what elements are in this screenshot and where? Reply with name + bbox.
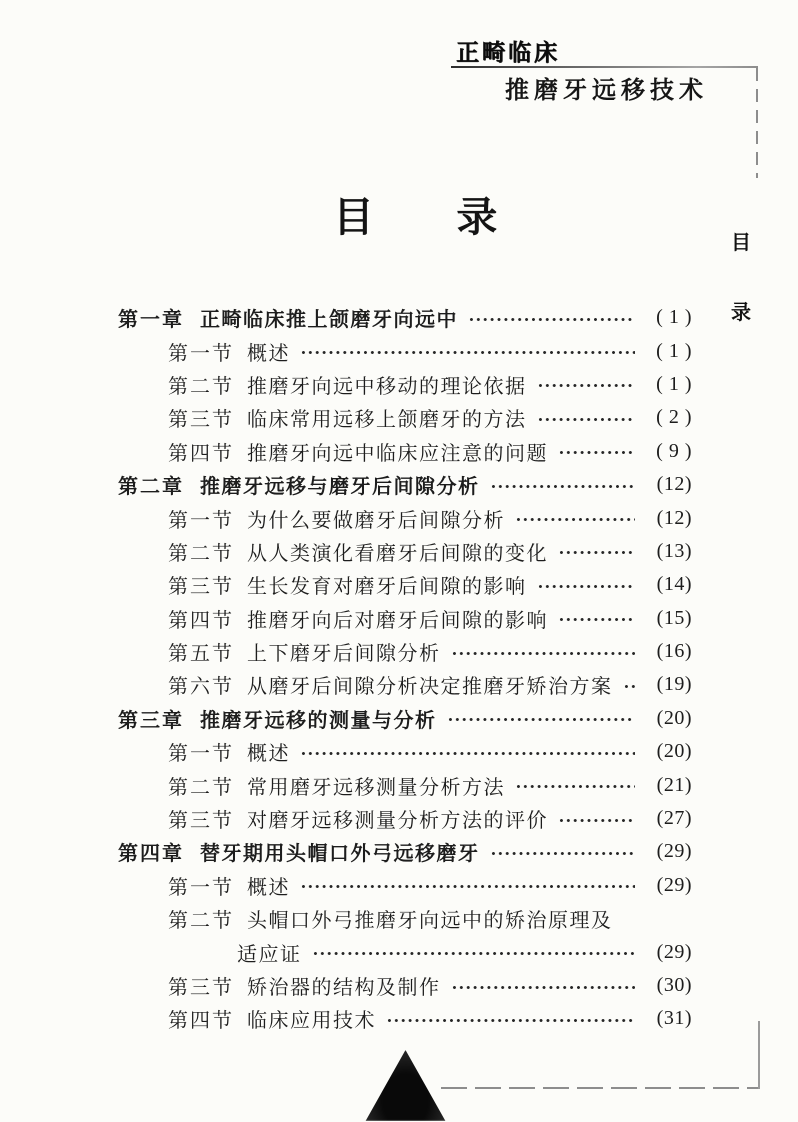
- dot-leader: [515, 784, 635, 789]
- page-title: 目 录: [333, 194, 500, 240]
- toc-row-label: 第二节: [168, 542, 234, 565]
- toc-row-page: (14): [656, 573, 692, 596]
- toc-row-page: ( 1 ): [656, 372, 692, 395]
- dot-leader: [558, 818, 635, 823]
- toc-row: [118, 702, 692, 735]
- toc-row: [118, 768, 692, 801]
- toc-row-label: 第四章: [118, 843, 184, 866]
- toc-row: [118, 501, 692, 534]
- toc-row-title: 矫治器的结构及制作: [247, 977, 441, 999]
- toc-row-title: 从磨牙后间隙分析决定推磨牙矫治方案: [247, 676, 613, 699]
- toc-row-page: ( 1 ): [656, 339, 692, 362]
- dot-leader: [447, 717, 636, 722]
- toc-row-label: 第三章: [118, 709, 184, 732]
- toc-row-page: (13): [656, 539, 692, 562]
- toc-row-label: 第一节: [168, 342, 234, 365]
- toc-row-label: 第一节: [168, 743, 234, 766]
- dot-leader: [537, 584, 636, 589]
- dot-leader: [537, 383, 636, 388]
- toc-row-page: ( 1 ): [656, 306, 692, 329]
- toc-row-label: 第四节: [168, 1010, 234, 1033]
- toc-row: [118, 835, 692, 868]
- book-title: 推磨牙远移技术: [505, 78, 708, 104]
- toc-row-page: (20): [656, 740, 692, 763]
- dot-leader: [623, 684, 636, 689]
- dot-leader: [537, 417, 636, 422]
- toc-row-label: 第四节: [168, 609, 234, 632]
- toc-row-title: 上下磨牙后间隙分析: [247, 643, 441, 666]
- toc-row-label: 第一节: [168, 876, 234, 899]
- dot-leader: [451, 651, 636, 656]
- toc-list: [118, 301, 692, 1036]
- toc-row: [118, 468, 692, 501]
- toc-row-title: 适应证: [237, 943, 302, 966]
- toc-row: [118, 535, 692, 568]
- toc-row: [118, 1002, 692, 1035]
- toc-row-label: 第三节: [168, 576, 234, 599]
- toc-row-title: 推磨牙远移的测量与分析: [200, 709, 437, 732]
- toc-row-page: (29): [656, 873, 692, 896]
- margin-tab-char-bottom: 录: [731, 302, 751, 324]
- toc-row-title: 为什么要做磨牙后间隙分析: [247, 509, 505, 532]
- dot-leader: [490, 851, 636, 856]
- toc-row-label: 第二节: [168, 910, 234, 933]
- toc-row: [118, 869, 692, 902]
- bottom-frame-line: [441, 1087, 759, 1089]
- bottom-frame-corner: [758, 1021, 760, 1089]
- dot-leader: [451, 985, 636, 990]
- toc-row-title: 常用磨牙远移测量分析方法: [247, 776, 505, 799]
- toc-row-title: 头帽口外弓推磨牙向远中的矫治原理及: [247, 910, 613, 933]
- toc-row-title: 正畸临床推上颌磨牙向远中: [200, 309, 458, 332]
- toc-row-title: 生长发育对磨牙后间隙的影响: [247, 576, 527, 599]
- toc-row-label: 第四节: [168, 442, 234, 465]
- toc-row: [118, 635, 692, 668]
- dot-leader: [558, 450, 635, 455]
- toc-row-title: 替牙期用头帽口外弓远移磨牙: [200, 843, 480, 866]
- toc-row-label: 第一节: [168, 509, 234, 532]
- toc-row-page: (27): [656, 807, 692, 830]
- dot-leader: [386, 1018, 635, 1023]
- toc-row-title: 概述: [247, 743, 290, 766]
- dot-leader: [515, 517, 635, 522]
- toc-row-label: 第三节: [168, 977, 234, 999]
- dot-leader: [468, 317, 635, 322]
- toc-row-label: 第二章: [118, 476, 184, 499]
- toc-row-label: 第一章: [118, 309, 184, 332]
- toc-row-page: (29): [656, 840, 692, 863]
- toc-row: [118, 802, 692, 835]
- margin-tab: [729, 226, 753, 325]
- header-rule: [451, 66, 758, 68]
- toc-row-title: 概述: [247, 342, 290, 365]
- toc-row-label: 第二节: [168, 776, 234, 799]
- toc-row: [118, 368, 692, 401]
- toc-row-page: (15): [656, 606, 692, 629]
- toc-row: [118, 602, 692, 635]
- toc-row-title: 对磨牙远移测量分析方法的评价: [247, 810, 548, 833]
- toc-row: [118, 735, 692, 768]
- toc-row: [118, 301, 692, 334]
- ink-triangle-mark: [363, 1050, 448, 1121]
- dot-leader: [300, 350, 635, 355]
- toc-row-page: (19): [656, 673, 692, 696]
- toc-row: [118, 668, 692, 701]
- toc-row-title: 概述: [247, 876, 290, 899]
- dot-leader: [312, 951, 636, 956]
- toc-row-page: (20): [656, 706, 692, 729]
- toc-row-page: ( 2 ): [656, 406, 692, 429]
- toc-row-label: 第三节: [168, 409, 234, 432]
- toc-row: [118, 969, 692, 1002]
- header-corner-line: [756, 68, 758, 178]
- toc-row: [118, 401, 692, 434]
- series-title: 正畸临床: [456, 39, 560, 65]
- toc-row-page: (16): [656, 640, 692, 663]
- toc-row: [118, 935, 692, 968]
- toc-row-title: 临床常用远移上颌磨牙的方法: [247, 409, 527, 432]
- toc-row-label: 第二节: [168, 375, 234, 398]
- toc-row-label: 第三节: [168, 810, 234, 833]
- toc-row-page: (21): [656, 773, 692, 796]
- toc-row-page: (12): [656, 506, 692, 529]
- toc-row-title: 从人类演化看磨牙后间隙的变化: [247, 542, 548, 565]
- toc-row-page: (29): [656, 940, 692, 963]
- dot-leader: [300, 751, 635, 756]
- toc-row-title: 推磨牙远移与磨牙后间隙分析: [200, 476, 480, 499]
- toc-row-page: ( 9 ): [656, 439, 692, 462]
- dot-leader: [558, 617, 635, 622]
- toc-row: [118, 435, 692, 468]
- dot-leader: [490, 484, 636, 489]
- toc-row-label: 第六节: [168, 676, 234, 699]
- dot-leader: [558, 550, 635, 555]
- toc-row: [118, 568, 692, 601]
- dot-leader: [300, 884, 635, 889]
- toc-row-page: (12): [656, 473, 692, 496]
- toc-row-page: (31): [656, 1007, 692, 1030]
- toc-row-title: 推磨牙向后对磨牙后间隙的影响: [247, 609, 548, 632]
- toc-row-title: 推磨牙向远中临床应注意的问题: [247, 442, 548, 465]
- toc-row: [118, 334, 692, 367]
- margin-tab-char-top: 目: [731, 232, 751, 254]
- toc-row: [118, 902, 692, 935]
- toc-row-label: 第五节: [168, 643, 234, 666]
- toc-row-page: (30): [656, 974, 692, 996]
- toc-row-title: 临床应用技术: [247, 1010, 376, 1033]
- toc-row-title: 推磨牙向远中移动的理论依据: [247, 375, 527, 398]
